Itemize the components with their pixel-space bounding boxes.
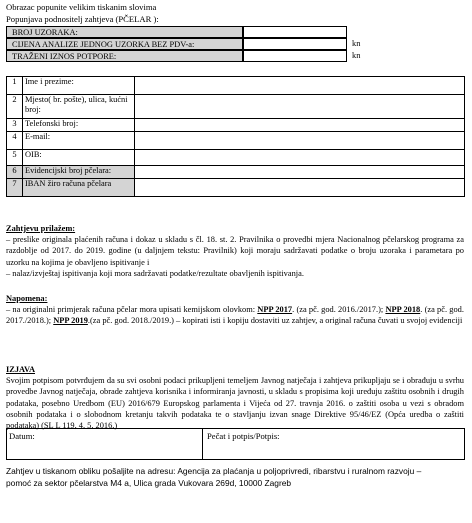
row-number: 2	[7, 95, 23, 119]
attachments-heading: Zahtjevu prilažem:	[6, 224, 76, 233]
note-text-d: .(za pč. god. 2018./2019.) – kopirati isti i kopiju dostaviti uz zahtjev, a original računa čuvati u svojoj evidenciji	[87, 316, 463, 326]
analysis-price-label: CIJENA ANALIZE JEDNOG UZORKA BEZ PDV-a:	[6, 38, 243, 50]
name-field[interactable]	[135, 77, 465, 95]
attachments-section	[6, 223, 464, 279]
date-field[interactable]	[7, 429, 203, 459]
row-number: 3	[7, 119, 23, 132]
iban-label: IBAN žiro računa pčelara	[23, 179, 135, 197]
phone-label: Telefonski broj:	[23, 119, 135, 132]
npp-2019: NPP 2019	[53, 316, 88, 326]
form-instruction: Obrazac popunite velikim tiskanim slovima	[6, 2, 157, 12]
attachments-item-1: – preslike originala plaćenih računa i dokaz u skladu s čl. 18. st. 2. Pravilnika o provedbi mjera Nacionalnog pčelarskog programa za razdoblje od 2017. do 2019. godine (u daljnjem tekstu: Pravilnik) koji moraju sadržavati podatke o broju uzoraka i parametara po uzorku na kojima je obavljeno ispitivanje i	[6, 235, 464, 267]
table-row	[7, 132, 465, 150]
stamp-label: Pečat i potpis/Potpis:	[207, 431, 280, 441]
requested-amount-label: TRAŽENI IZNOS POTPORE:	[6, 50, 243, 62]
signature-box	[6, 428, 465, 460]
footer-line-1: Zahtjev u tiskanom obliku pošaljite na adresu: Agencija za plaćanja u poljoprivredi, ribarstvu i ruralnom razvoju –	[6, 466, 422, 476]
address-field[interactable]	[135, 95, 465, 119]
analysis-price-unit: kn	[352, 39, 361, 48]
note-text	[6, 304, 464, 326]
email-label: E-mail:	[23, 132, 135, 150]
beekeeper-id-field[interactable]	[135, 166, 465, 179]
note-text-b: . (za pč. god. 2016./2017.);	[292, 305, 386, 315]
table-row	[7, 179, 465, 197]
requested-amount-input[interactable]	[243, 50, 347, 62]
beekeeper-id-label: Evidencijski broj pčelara:	[23, 166, 135, 179]
npp-2018: NPP 2018	[385, 305, 421, 315]
note-section	[6, 293, 464, 327]
statement-heading: IZJAVA	[6, 365, 36, 374]
sample-count-label: BROJ UZORAKA:	[6, 26, 243, 38]
applicant-table	[6, 76, 465, 197]
name-label: Ime i prezime:	[23, 77, 135, 95]
attachments-item-2: – nalaz/izvještaj ispitivanja koji mora sadržavati podatke/rezultate obavljenih ispitivanja.	[6, 268, 304, 278]
date-label: Datum:	[9, 431, 35, 441]
oib-field[interactable]	[135, 150, 465, 166]
analysis-price-input[interactable]	[243, 38, 347, 50]
table-row	[7, 95, 465, 119]
table-row	[7, 150, 465, 166]
statement-text: Svojim potpisom potvrđujem da su svi osobni podaci prikupljeni temeljem Javnog natječaja i zahtjeva prikupljaju se i obrađuju u svrhu provedbe Javnog natječaja, obrade zahtjeva korisnika i informiranja javnosti, u skladu s propisima koji uređuju zaštitu osobnih i drugih podataka, posebno Uredbom (EU) 2016/679 Europskog parlamenta i Vijeća od 27. travnja 2016. o zaštiti osoba u vezi s obradom osobnih podataka i o slobodnom kretanju takvih podataka te o stavljanju izvan snage Direktive 95/46/EZ (Opća uredba o zaštiti podataka) (SL L 119, 4. 5. 2016.)	[6, 376, 464, 431]
row-number: 5	[7, 150, 23, 166]
note-text-c: . (za pč. god. 2017./2018.);	[6, 305, 464, 326]
table-row	[7, 166, 465, 179]
row-number: 4	[7, 132, 23, 150]
email-field[interactable]	[135, 132, 465, 150]
form-subtitle: Popunjava podnositelj zahtjeva (PČELAR ):	[6, 14, 159, 24]
sample-count-input[interactable]	[243, 26, 347, 38]
table-row	[7, 119, 465, 132]
phone-field[interactable]	[135, 119, 465, 132]
statement-section	[6, 364, 464, 431]
note-heading: Napomena:	[6, 294, 48, 303]
npp-2017: NPP 2017	[257, 305, 293, 315]
oib-label: OIB:	[23, 150, 135, 166]
address-label: Mjesto( br. pošte), ulica, kućni broj:	[23, 95, 135, 119]
row-number: 7	[7, 179, 23, 197]
note-text-a: – na originalni primjerak računa pčelar mora upisati kemijskom olovkom:	[6, 305, 258, 315]
footer-address	[6, 466, 464, 489]
iban-field[interactable]	[135, 179, 465, 197]
table-row	[7, 77, 465, 95]
row-number: 1	[7, 77, 23, 95]
row-number: 6	[7, 166, 23, 179]
requested-amount-unit: kn	[352, 51, 361, 60]
stamp-field[interactable]	[203, 429, 280, 441]
footer-line-2: pomoć za sektor pčelarstva M4 a, Ulica grada Vukovara 269d, 10000 Zagreb	[6, 477, 292, 488]
